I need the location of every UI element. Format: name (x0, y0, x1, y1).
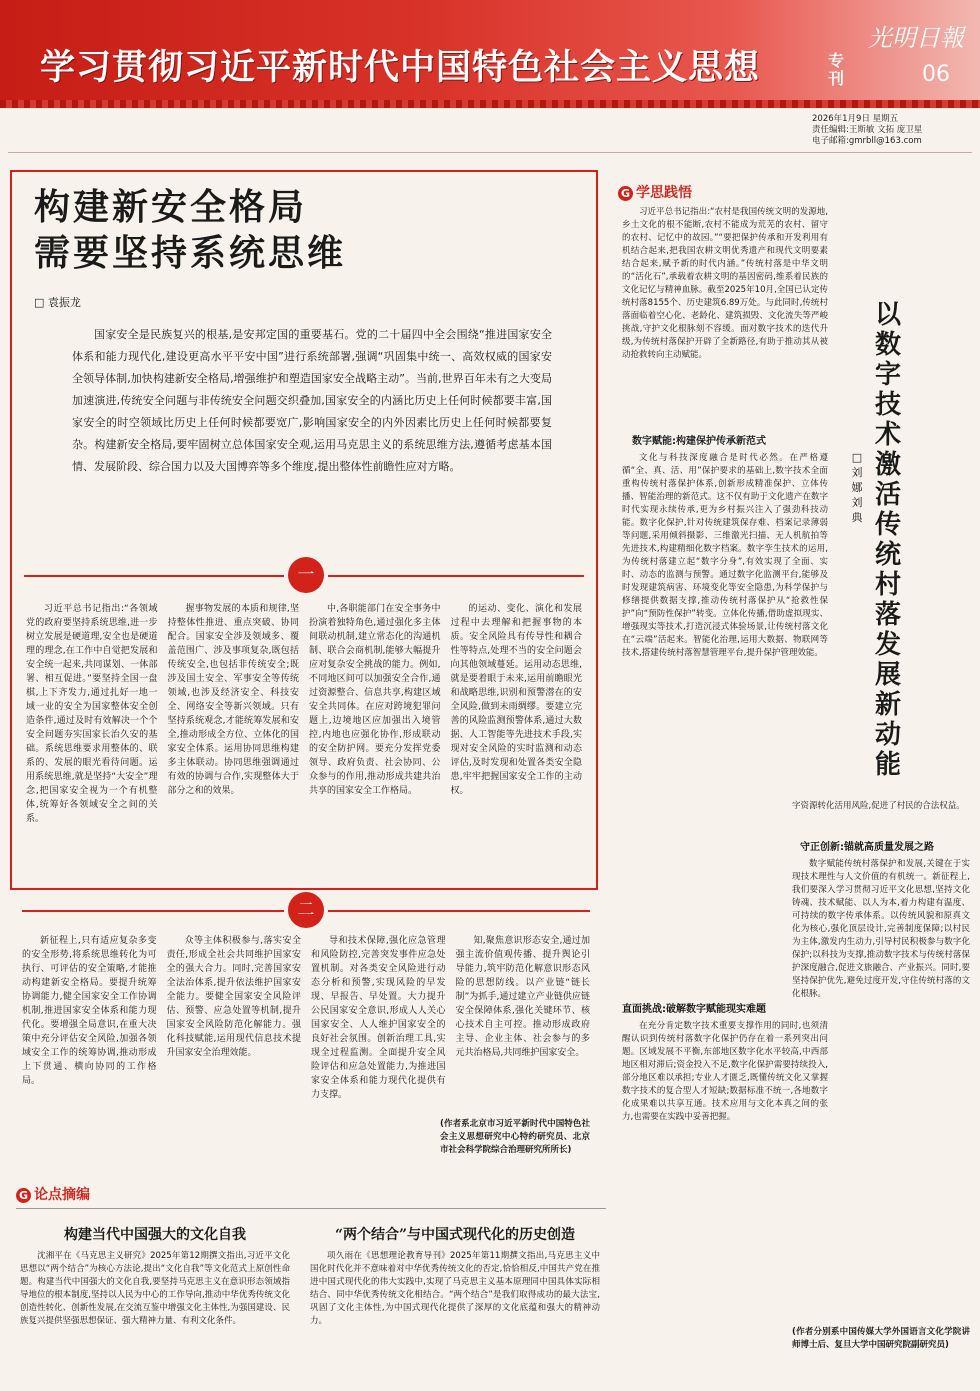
practice-tag (618, 182, 692, 202)
editors: 责任编辑:王斯敏 文拓 庞卫星 (812, 125, 923, 135)
special-label: 专刊 (828, 51, 845, 88)
main-author-bio: (作者系北京市习近平新时代中国特色社会主义思想研究中心特约研究员、北京市社会科学院综合治理研究所所长) (440, 1119, 590, 1155)
main-title-line-1: 构建新安全格局 (34, 186, 308, 228)
contact-email: 电子邮箱:gmrbll@163.com (812, 136, 922, 146)
section-1-col-3: 中,各职能部门在安全事务中扮演着独特角色,通过强化多主体间联动机制,建立常态化的沟通机制、联合会商机制,能够大幅提升应对复杂安全挑战的能力。例如,不同地区间可以加强安全合作,通过资源整合、信息共享,构建区域安全共同体。在应对跨境犯罪问题上,边境地区应加强出入境管控,内地也应强化协作,形成联动的安全防护网。要充分发挥党委领导、政府负责、社会协同、公众参与的作用,推动形成共建共治共享的国家安全工作格局。 (309, 604, 441, 796)
page-number: 06 (922, 62, 950, 87)
digest-rule (16, 1208, 606, 1209)
section-divider-right-2 (328, 910, 590, 912)
section-number-1: 一 (288, 557, 324, 593)
practice-body-1: 文化与科技深度融合是时代必然。在严格遵循“全、真、活、用”保护要求的基础上,数字技术全面重构传统村落保护体系,创新形成精准保护、立体传播、智能治理的新范式。这不仅有助于文化遗产在数字时代实现永续传承,更为乡村振兴注入了强劲科技动能。数字化保护,针对传统建筑保存难、档案记录薄弱等问题,采用倾斜摄影、三维激光扫描、无人机航拍等先进技术,构建精细化数字档案。数字孪生技术的运用,为传统村落建立起“数字分身”,有效实现了全面、实时、动态的监测与预警。通过数字化监测平台,能够及时发现建筑病害、环境变化等安全隐患,为科学保护与修缮提供数据支撑,推动传统村落保护从“抢救性保护”向“预防性保护”转变。立体化传播,借助虚拟现实、增强现实等技术,打造沉浸式体验场景,让传统村落文化在“云端”活起来。智能化治理,运用大数据、物联网等技术,搭建传统村落智慧管理平台,提升保护管理效能。 (622, 453, 828, 658)
digest-right-title: “两个结合”与中国式现代化的历史创造 (334, 1227, 576, 1243)
main-title (34, 184, 574, 276)
header-title: 学习贯彻习近平新时代中国特色社会主义思想 (40, 48, 761, 88)
digest-dot-icon: G (16, 1188, 31, 1203)
top-rule (8, 152, 972, 153)
digital-body: 数字赋能传统村落保护和发展,关键在于实现技术理性与人文价值的有机统一。新征程上,我们要深入学习贯彻习近平文化思想,坚持文化铸魂、技术赋能、以人为本,着力构建有温度、可持续的数字传承体系。以传统风貌和原真文化为核心,强化顶层设计,完善制度保障;以村民为主体,激发内生动力,引导村民积极参与数字化保护;以科技为支撑,推动数字技术与传统村落保护深度融合,促进文旅融合、产业振兴。同时,要坚持保护优先,避免过度开发,守住传统村落的文化根脉。 (792, 859, 970, 999)
digest-right-body: 项久雨在《思想理论教育导刊》2025年第11期撰文指出,马克思主义中国化时代化并不意味着对中华优秀传统文化的否定,恰恰相反,中国共产党在推进中国式现代化的伟大实践中,实现了马克思主义基本原理同中国具体实际相结合、同中华优秀传统文化相结合。“两个结合”是我们取得成功的最大法宝,巩固了文化主体性,为中国式现代化提供了深厚的文化底蕴和强大的精神动力。 (310, 1251, 600, 1326)
header-stripe (0, 100, 980, 108)
digital-lead-in: 字资源转化活用风险,促进了村民的合法权益。 (792, 801, 965, 811)
section-number-2: 二 (288, 892, 324, 928)
subhead-digital-empower: 数字赋能:构建保护传承新范式 (632, 436, 766, 447)
newspaper-logo: 光明日報 (868, 24, 964, 52)
digest-tag (16, 1184, 90, 1204)
masthead-meta (812, 114, 972, 147)
main-article (10, 170, 598, 890)
tag-dot-icon: G (618, 186, 633, 201)
practice-body-2: 在充分肯定数字技术重要支撑作用的同时,也须清醒认识到传统村落数字化保护仍存在着一系列突出问题。区域发展不平衡,东部地区数字化水平较高,中西部地区相对滞后;资金投入不足,数字化保护需要持续投入,部分地区难以承担;专业人才匮乏,既懂传统文化又掌握数字技术的复合型人才短缺;数据标准不统一,各地数字化成果难以共享互通。技术应用与文化本真之间的张力,也需要在实践中妥善把握。 (622, 1021, 828, 1122)
section-divider-left (24, 575, 284, 577)
digest-tag-label: 论点摘编 (34, 1187, 90, 1203)
main-lead: 国家安全是民族复兴的根基,是安邦定国的重要基石。党的二十届四中全会围绕“推进国家安全体系和能力现代化,建设更高水平平安中国”进行系统部署,强调“巩固集中统一、高效权威的国家安全领导体制,加快构建新安全格局,增强维护和塑造国家安全战略主动”。当前,世界百年未有之大变局加速演进,传统安全问题与非传统安全问题交织叠加,国家安全的内涵比历史上任何时候都要丰富,国家安全的时空领域比历史上任何时候都要宽广,影响国家安全的内外因素比历史上任何时候都要复杂。构建新安全格局,要牢固树立总体国家安全观,运用马克思主义的系统思维方法,遵循考虑基本国情、发展阶段、综合国力以及大国博弈等多个维度,提出整体性前瞻性应对方略。 (72, 328, 552, 473)
section-2-col-3: 导和技术保障,强化应急管理和风险防控,完善突发事件应急处置机制。对各类安全风险进行动态分析和预警,实现风险的早发现、早报告、早处置。大力提升公民国家安全意识,形成人人关心国家安全、人人维护国家安全的良好社会氛围。创新治理工具,实现全过程监测。全面提升安全风险评估和应急处置能力,为推进国家安全体系和能力现代化提供有力支撑。 (311, 936, 446, 1100)
practice-tag-label: 学思践悟 (636, 185, 692, 201)
section-1-body (26, 602, 582, 858)
digest-left-body: 沈湘平在《马克思主义研究》2025年第12期撰文指出,习近平文化思想以“两个结合”为核心方法论,提出“文化自我”等文化范式上原创性命题。构建当代中国强大的文化自我,要坚持马克思主义在意识形态领域指导地位的根本制度,坚持以人民为中心的工作导向,推动中华优秀传统文化创造性转化、创新性发展,在交流互鉴中增强文化主体性,为强国建设、民族复兴提供坚强思想保证、强大精神力量、有利文化条件。 (20, 1251, 290, 1326)
digital-article-title: 以数字技术激活传统村落发展新动能 (874, 300, 901, 780)
section-2-col-2: 众等主体积极参与,落实安全责任,形成全社会共同维护国家安全的强大合力。同时,完善国家安全法治体系,提升依法维护国家安全能力。要健全国家安全风险评估、预警、应急处置等机制,提升国家安全风险防范化解能力。强化科技赋能,运用现代信息技术提升国家安全治理效能。 (166, 936, 301, 1058)
page-header (0, 0, 980, 108)
main-title-line-2: 需要坚持系统思维 (34, 232, 347, 274)
section-1-col-2: 握事物发展的本质和规律,坚持整体性推进、重点突破、协同配合。国家安全涉及领域多、覆盖范围广、涉及事项复杂,既包括传统安全,也包括非传统安全;既涉及国土安全、军事安全等传统领域,也涉及经济安全、科技安全、网络安全等新兴领域。只有坚持系统观念,才能统筹发展和安全,推动形成全方位、立体化的国家安全体系。运用协同思维构建多主体联动。协同思维强调通过有效的协调与合作,实现整体大于部分之和的效果。 (167, 604, 299, 796)
issue-date: 2026年1月9日 星期五 (812, 114, 899, 124)
section-2-col-4: 知,聚焦意识形态安全,通过加强主流价值观传播、提升舆论引导能力,筑牢防范化解意识形态风险的思想防线。以产业链“链长制”为抓手,通过建立产业链供应链安全保障体系,强化关键环节、核心技术自主可控。推动形成政府主导、企业主体、社会参与的多元共治格局,共同维护国家安全。 (455, 936, 590, 1058)
subhead-challenges: 直面挑战:破解数字赋能现实难题 (622, 1004, 766, 1015)
practice-intro: 习近平总书记指出:“农村是我国传统文明的发源地,乡土文化的根不能断,农村不能成为荒芜的农村、留守的农村、记忆中的故园。”“要把保护传承和开发利用有机结合起来,把我国农耕文明优秀遗产和现代文明要素结合起来,赋予新的时代内涵。”传统村落是中华文明的“活化石”,承载着农耕文明的基因密码,维系着民族的文化记忆与精神血脉。截至2025年10月,全国已认定传统村落8155个、历史建筑6.89万处。与此同时,传统村落面临着空心化、老龄化、建筑损毁、文化流失等严峻挑战,守护文化根脉刻不容缓。面对数字技术的迭代升级,为传统村落保护开辟了全新路径,有助于推动其从被动抢救转向主动赋能。 (622, 207, 828, 360)
digest-left-title: 构建当代中国强大的文化自我 (64, 1227, 246, 1243)
section-1-col-4: 的运动、变化、演化和发展过程中去理解和把握事物的本质。安全风险具有传导性和耦合性等特点,处理不当的安全问题会向其他领域蔓延。运用动态思维,就是要着眼于未来,运用前瞻眼光和战略思维,识别和预警潜在的安全风险,做到未雨绸缪。要建立完善的风险监测预警体系,通过大数据、人工智能等先进技术手段,实现对安全风险的实时监测和动态评估,及时发现和处置各类安全隐患,牢牢把握国家安全工作的主动权。 (450, 604, 582, 796)
main-author: □ 袁振龙 (34, 296, 81, 309)
subhead-innovation: 守正创新:锚就高质量发展之路 (800, 842, 934, 853)
section-2-col-1: 新征程上,只有适应复杂多变的安全形势,将系统思维转化为可执行、可评估的安全策略,才能推动构建新安全格局。要提升统筹协调能力,健全国家安全工作协调机制,推进国家安全体系和能力现代化。要增强全局意识,在重大决策中充分评估安全风险,加强各领域安全工作的统筹协调,推动形成上下贯通、横向协同的工作格局。 (22, 936, 157, 1086)
digital-article-authors: □ 刘娜 刘典 (851, 451, 863, 524)
section-1-col-1: 习近平总书记指出:“各领域党的政府要坚持系统思维,进一步树立发展是硬道理,安全也是硬道理的理念,在工作中自觉把发展和安全统一起来,共同谋划、一体部署、相互促进。”要坚持全国一盘棋,上下齐发力,通过扎好一地一域一业的安全为国家整体安全创造条件,通过及时有效解决一个个安全问题夯实国家长治久安的基础。系统思维要求用整体的、联系的、发展的眼光看待问题。运用系统思维,就是坚持“大安全”理念,把国家安全视为一个有机整体,统筹好各领域安全之间的关系。 (26, 604, 158, 824)
section-divider-right (328, 575, 584, 577)
section-divider-left-2 (22, 910, 284, 912)
digital-author-bio: (作者分别系中国传媒大学外国语言文化学院讲师博士后、复旦大学中国研究院副研究员) (792, 1327, 970, 1350)
